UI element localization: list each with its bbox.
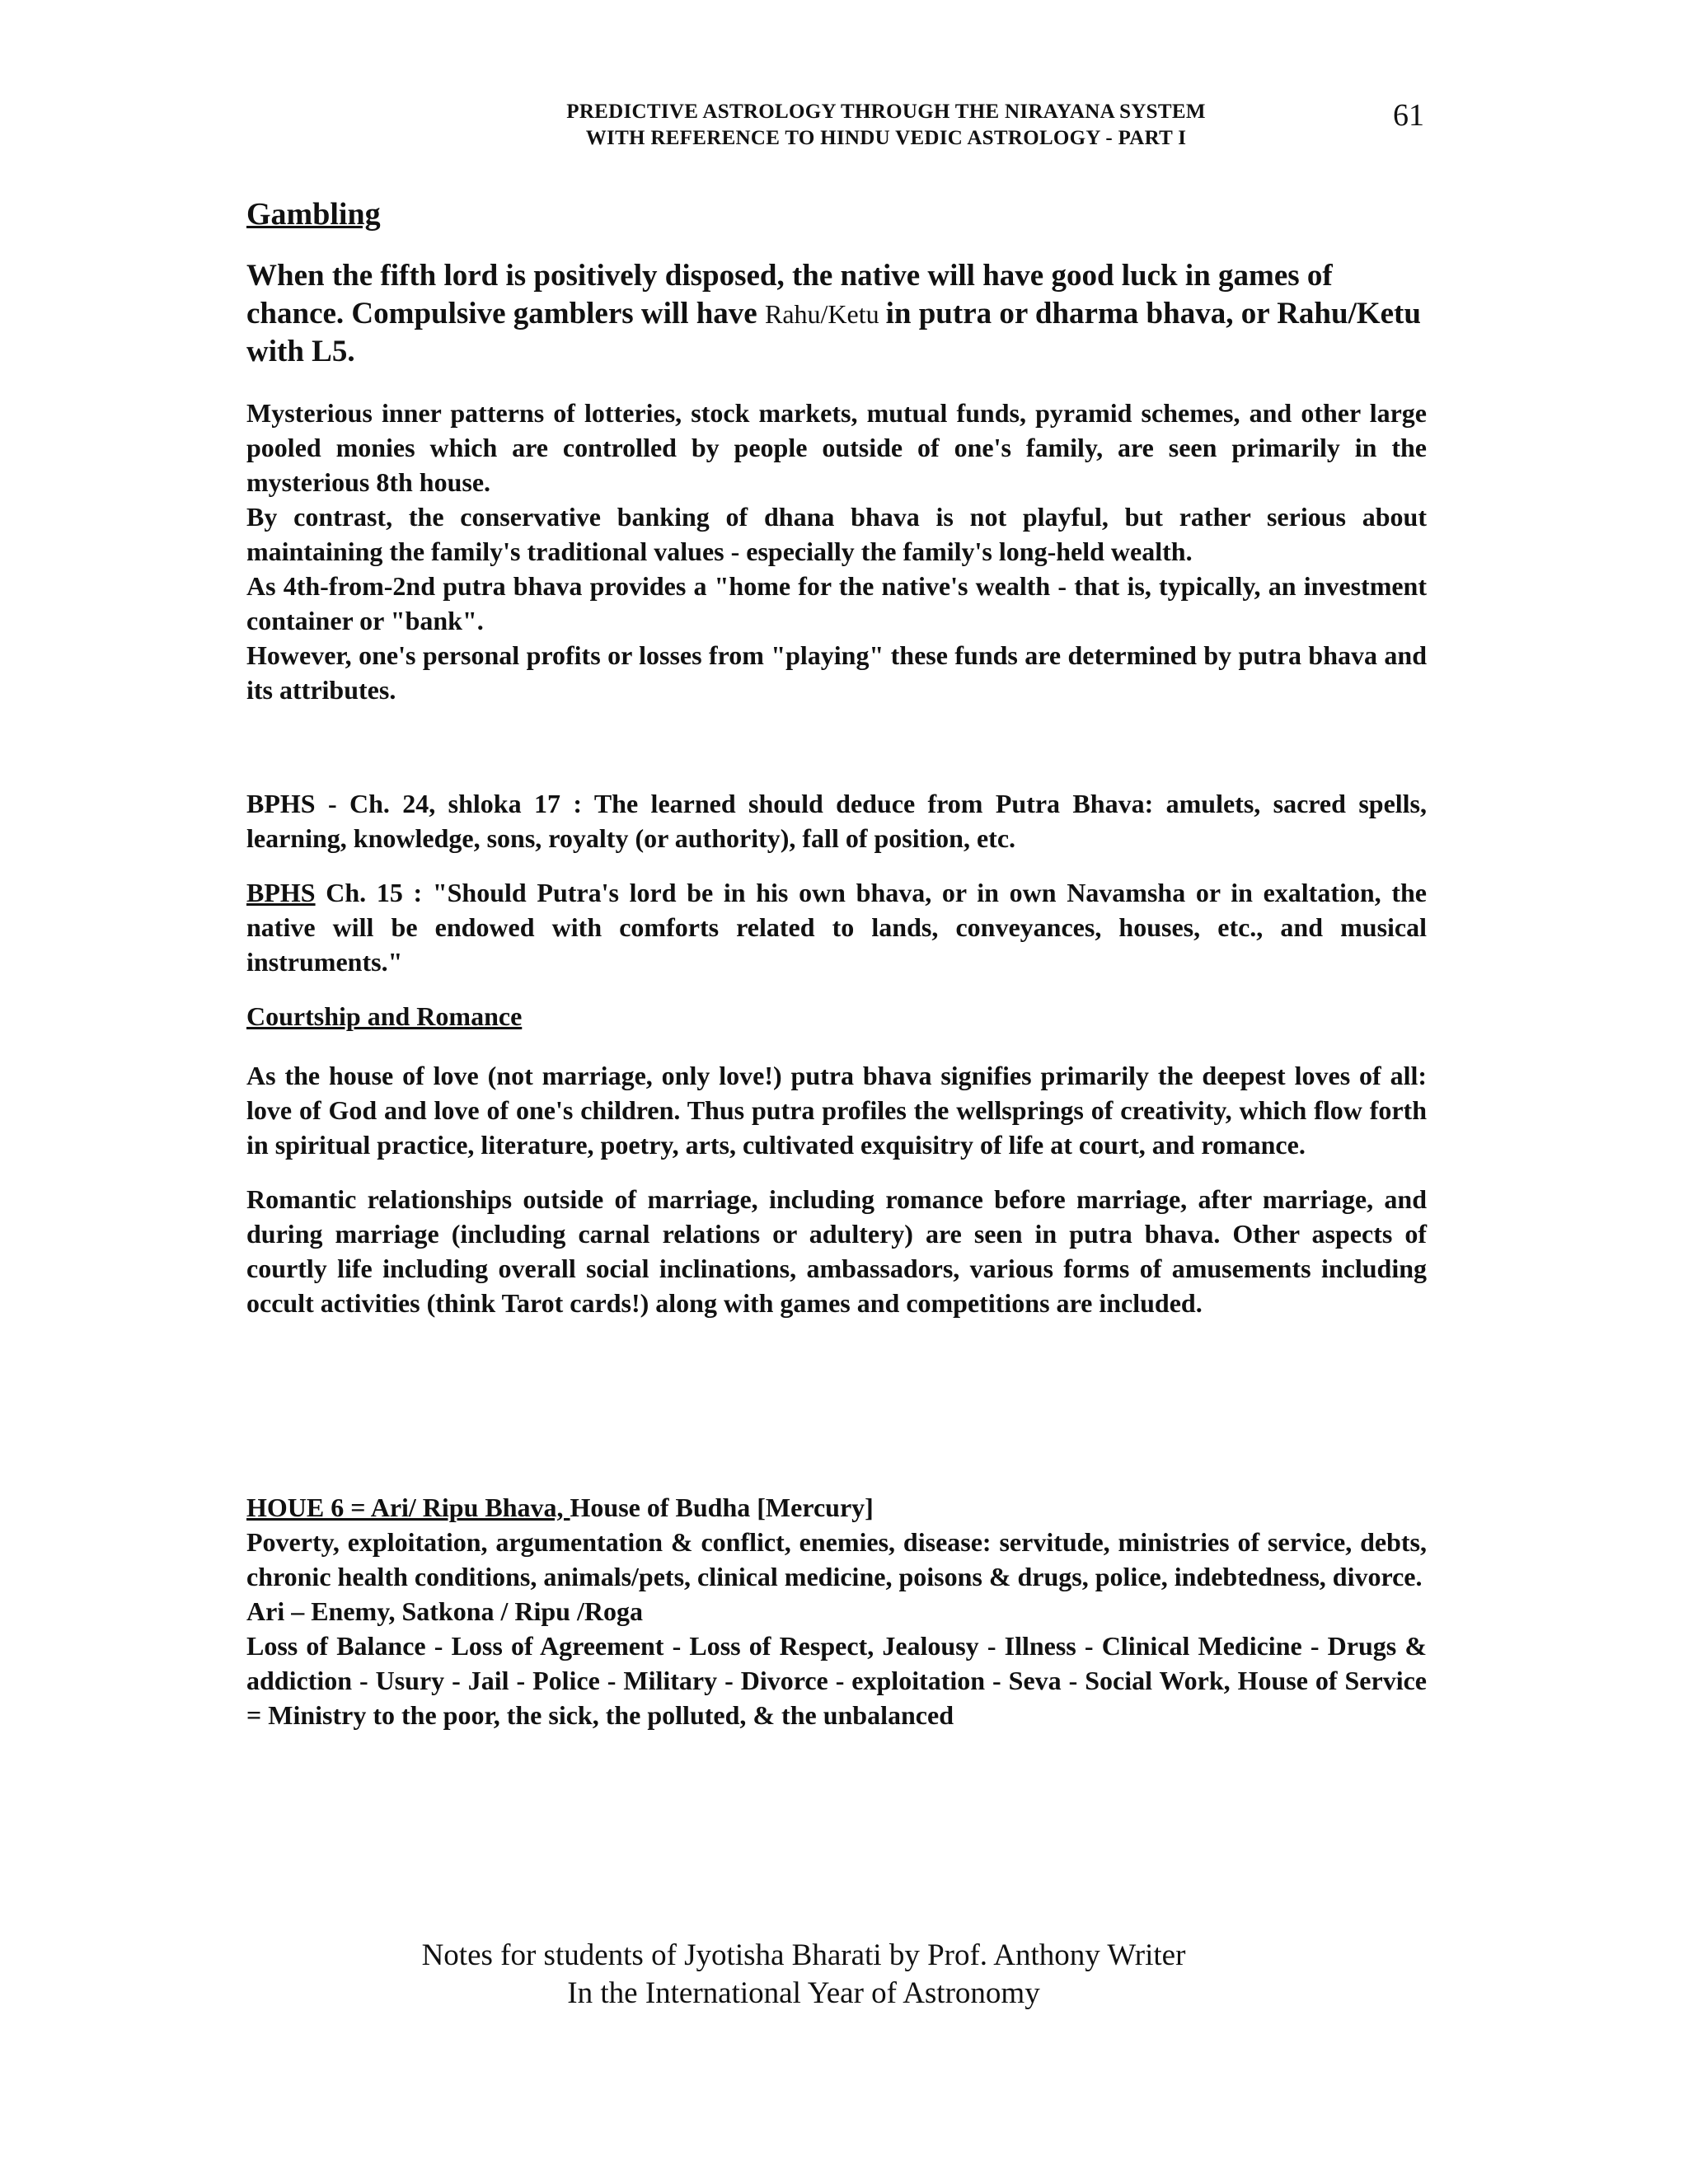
header-line-2: WITH REFERENCE TO HINDU VEDIC ASTROLOGY - PART I xyxy=(585,127,1187,149)
section-heading-gambling: Gambling xyxy=(246,197,381,232)
header-line-1: PREDICTIVE ASTROLOGY THROUGH THE NIRAYANA SYSTEM xyxy=(566,101,1206,123)
page-number: 61 xyxy=(1393,98,1424,133)
gambling-paragraph-3: As 4th-from-2nd putra bhava provides a "home for the native's wealth - that is, typically, an investment container or "bank". xyxy=(246,571,1427,635)
page-footer xyxy=(330,1937,1278,2013)
bphs-quote-2-text: Ch. 15 : "Should Putra's lord be in his own bhava, or in own Navamsha or in exaltation, the native will be endowed with comforts related to lands, conveyances, houses, etc., and musical instruments." xyxy=(246,878,1427,977)
footer-line-1: Notes for students of Jyotisha Bharati by Prof. Anthony Writer xyxy=(421,1938,1186,1972)
gambling-lead-rahu-ketu: Rahu/Ketu xyxy=(764,299,886,329)
gambling-paragraph-2: By contrast, the conservative banking of dhana bhava is not playful, but rather serious about maintaining the family's traditional values - especially the family's long-held wealth. xyxy=(246,502,1427,566)
gambling-paragraph-1: Mysterious inner patterns of lotteries, stock markets, mutual funds, pyramid schemes, and other large pooled monies which are controlled by people outside of one's family, are seen primarily in the mysterious 8th house. xyxy=(246,398,1427,497)
house6-line-2: Ari – Enemy, Satkona / Ripu /Roga xyxy=(246,1596,643,1626)
courtship-paragraph-2: Romantic relationships outside of marriage, including romance before marriage, after marriage, and during marriage (including carnal relations or adultery) are seen in putra bhava. Other aspects of courtly life including overall social inclinations, ambassadors, various forms of amusements including occult activities (think Tarot cards!) along with games and competitions are included. xyxy=(246,1184,1427,1318)
section-heading-courtship: Courtship and Romance xyxy=(246,1001,523,1031)
section-heading-house-6 xyxy=(246,1490,1427,1525)
gambling-lead-part1: When the fifth lord is positively disposed, the native will have good luck in games of chance. Compulsive gamblers will have xyxy=(246,259,1333,330)
running-header xyxy=(330,99,1442,152)
house6-heading-underlined: HOUE 6 = Ari/ Ripu Bhava, xyxy=(246,1493,570,1522)
bphs-quote-2 xyxy=(246,875,1427,979)
house6-paragraph-1: Poverty, exploitation, argumentation & conflict, enemies, disease: servitude, ministries of service, debts, chronic health conditions, animals/pets, clinical medicine, poisons & drugs, police, indebtedness, divorce. xyxy=(246,1527,1427,1591)
courtship-paragraph-1: As the house of love (not marriage, only love!) putra bhava signifies primarily the deepest loves of all: love of God and love of one's children. Thus putra profiles the wellsprings of creativity, which flow forth in spiritual practice, literature, poetry, arts, cultivated exquisitry of life at court, and romance. xyxy=(246,1061,1427,1160)
bphs-label: BPHS xyxy=(246,878,316,907)
gambling-lead-part2: in putra or dharma bhava, or Rahu/Ketu with L5. xyxy=(246,297,1421,368)
house6-heading-rest: House of Budha [Mercury] xyxy=(570,1493,874,1522)
gambling-paragraph-4: However, one's personal profits or losses from "playing" these funds are determined by putra bhava and its attributes. xyxy=(246,640,1427,705)
gambling-lead-paragraph xyxy=(246,257,1427,371)
bphs-quote-1: BPHS - Ch. 24, shloka 17 : The learned should deduce from Putra Bhava: amulets, sacred spells, learning, knowledge, sons, royalty (or authority), fall of position, etc. xyxy=(246,789,1427,853)
footer-line-2: In the International Year of Astronomy xyxy=(567,1976,1040,2010)
page-body xyxy=(246,196,1427,1732)
house6-paragraph-3: Loss of Balance - Loss of Agreement - Loss of Respect, Jealousy - Illness - Clinical Medicine - Drugs & addiction - Usury - Jail - Police - Military - Divorce - exploitation - Seva - Social Work, House of Service = Ministry to the poor, the sick, the polluted, & the unbalanced xyxy=(246,1631,1427,1730)
